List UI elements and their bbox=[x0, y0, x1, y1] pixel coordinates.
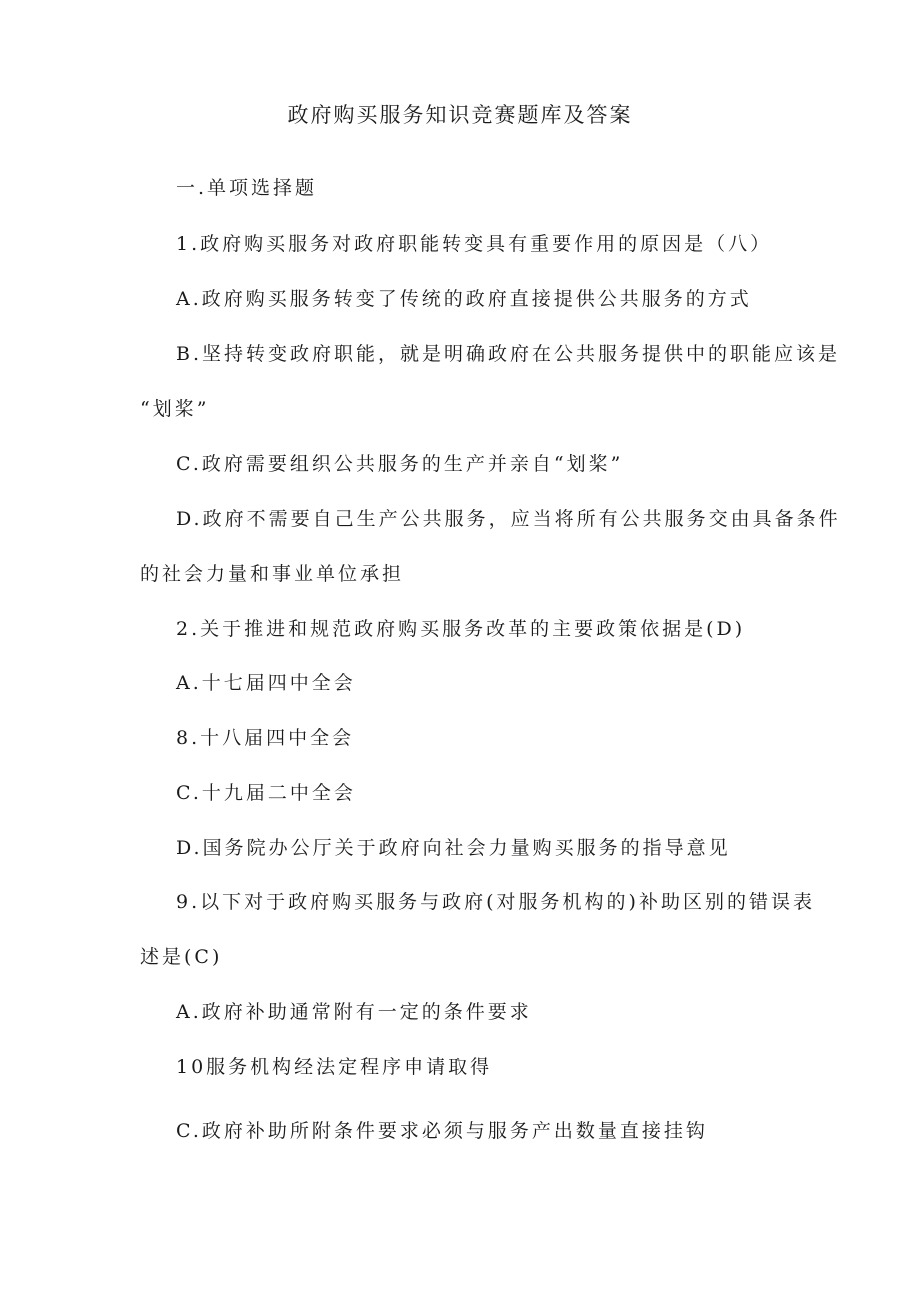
question-1-option-b-line1: B.坚持转变政府职能，就是明确政府在公共服务提供中的职能应该是 bbox=[176, 343, 841, 365]
question-3-option-b: 10服务机构经法定程序申请取得 bbox=[176, 1056, 493, 1078]
section-heading: 一.单项选择题 bbox=[176, 177, 318, 199]
document-title: 政府购买服务知识竞赛题库及答案 bbox=[287, 103, 633, 127]
question-2-option-a: A.十七届四中全会 bbox=[176, 672, 356, 694]
question-3-option-a: A.政府补助通常附有一定的条件要求 bbox=[176, 1001, 532, 1023]
question-1-option-d-line2: 的社会力量和事业单位承担 bbox=[140, 563, 405, 585]
question-2-option-d: D.国务院办公厅关于政府向社会力量购买服务的指导意见 bbox=[176, 837, 731, 859]
question-2-option-c: C.十九届二中全会 bbox=[176, 782, 356, 804]
question-3-stem-line2: 述是(C) bbox=[140, 946, 223, 968]
question-1-option-a: A.政府购买服务转变了传统的政府直接提供公共服务的方式 bbox=[176, 288, 752, 310]
question-1-option-c: C.政府需要组织公共服务的生产并亲自“划桨” bbox=[176, 453, 624, 475]
question-2-stem: 2.关于推进和规范政府购买服务改革的主要政策依据是(D) bbox=[176, 618, 746, 640]
question-1-option-b-line2: “划桨” bbox=[140, 398, 210, 420]
question-3-stem-line1: 9.以下对于政府购买服务与政府(对服务机构的)补助区别的错误表 bbox=[176, 891, 815, 913]
question-1-stem: 1.政府购买服务对政府职能转变具有重要作用的原因是（八） bbox=[176, 233, 773, 255]
question-1-option-d-line1: D.政府不需要自己生产公共服务，应当将所有公共服务交由具备条件 bbox=[176, 508, 841, 530]
question-2-option-b: 8.十八届四中全会 bbox=[176, 727, 355, 749]
question-3-option-c: C.政府补助所附条件要求必须与服务产出数量直接挂钩 bbox=[176, 1120, 708, 1142]
